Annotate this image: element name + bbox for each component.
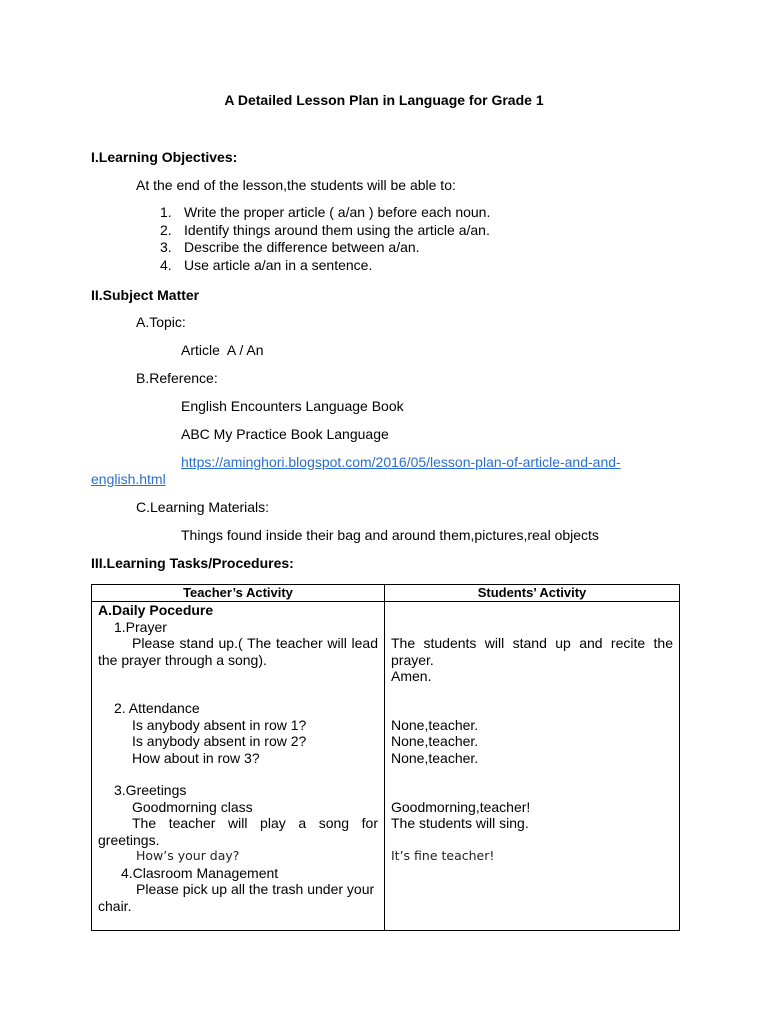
table-header-row	[92, 585, 680, 602]
greetings-line: The teacher will play a song for	[132, 815, 378, 831]
greetings-line: How’s your day?	[136, 848, 240, 863]
learning-tasks-table	[91, 584, 680, 931]
topic-value: Article A / An	[181, 342, 264, 358]
students-activity-header: Students’ Activity	[385, 585, 680, 602]
students-greetings-line: It’s fine teacher!	[391, 848, 495, 863]
students-attendance-answer: None,teacher.	[391, 733, 479, 749]
prayer-line: Please stand up.( The teacher will lead	[132, 635, 378, 651]
list-item: 4. Use article a/an in a sentence.	[160, 256, 373, 273]
teacher-activity-header: Teacher’s Activity	[92, 585, 385, 602]
classroom-line: chair.	[98, 897, 132, 914]
students-prayer-line: Amen.	[391, 668, 432, 684]
attendance-question: Is anybody absent in row 2?	[132, 733, 307, 749]
topic-label: A.Topic:	[136, 314, 186, 330]
greetings-line: Goodmorning class	[132, 798, 253, 815]
reference-link[interactable]: https://aminghori.blogspot.com/2016/05/lesson-plan-of-article-and-and-	[181, 454, 621, 470]
teacher-activity-cell	[92, 602, 385, 931]
daily-procedure-heading: A.Daily Pocedure	[98, 602, 214, 618]
reference-label: B.Reference:	[136, 370, 218, 386]
objectives-heading: I.Learning Objectives:	[91, 149, 238, 165]
list-item: 3. Describe the difference between a/an.	[160, 239, 420, 256]
attendance-label: 2. Attendance	[114, 700, 200, 716]
list-item: 1. Write the proper article ( a/an ) before each noun.	[160, 204, 491, 220]
prayer-line: the prayer through a song).	[98, 651, 267, 668]
attendance-question: How about in row 3?	[132, 749, 260, 766]
classroom-line: Please pick up all the trash under your	[136, 881, 375, 897]
students-attendance-answer: None,teacher.	[391, 716, 479, 733]
students-prayer-line: prayer.	[391, 651, 434, 668]
students-prayer-line: The students will stand up and recite the	[391, 635, 673, 651]
list-item: 2. Identify things around them using the article a/an.	[160, 221, 490, 238]
materials-label: C.Learning Materials:	[136, 499, 270, 515]
table-row	[92, 602, 680, 931]
tasks-heading: III.Learning Tasks/Procedures:	[91, 555, 294, 571]
greetings-label: 3.Greetings	[114, 782, 187, 798]
document-title: A Detailed Lesson Plan in Language for Grade 1	[224, 92, 544, 108]
subject-heading: II.Subject Matter	[91, 287, 200, 303]
reference-item: English Encounters Language Book	[181, 398, 404, 414]
attendance-question: Is anybody absent in row 1?	[132, 716, 307, 733]
prayer-label: 1.Prayer	[114, 618, 167, 635]
reference-item: ABC My Practice Book Language	[181, 426, 389, 442]
students-greetings-line: Goodmorning,teacher!	[391, 798, 531, 815]
objectives-list	[160, 204, 490, 274]
students-activity-cell	[385, 602, 680, 931]
objectives-intro: At the end of the lesson,the students will be able to:	[136, 177, 456, 193]
classroom-management-label: 4.Clasroom Management	[121, 864, 279, 881]
greetings-line: greetings.	[98, 831, 160, 848]
reference-link-continued[interactable]: english.html	[91, 471, 166, 487]
students-attendance-answer: None,teacher.	[391, 749, 479, 766]
materials-value: Things found inside their bag and around them,pictures,real objects	[181, 527, 599, 543]
students-greetings-line: The students will sing.	[391, 815, 529, 831]
